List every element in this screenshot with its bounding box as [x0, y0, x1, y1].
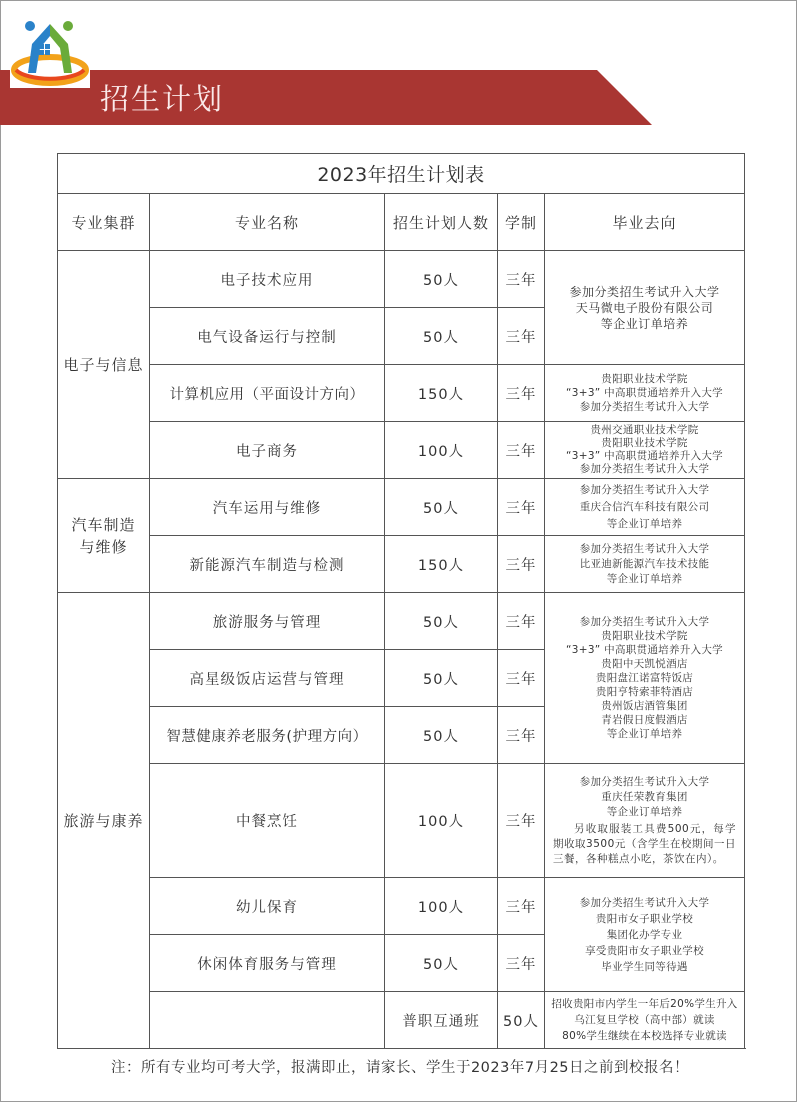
major-cell: 智慧健康养老服务(护理方向）	[150, 707, 385, 764]
major-cell: 幼儿保育	[150, 878, 385, 935]
fee-note: 另收取服装工具费500元，每学期收取3500元（含学生在校期间一日三餐，各种糕点小吃，茶饮在内）。	[553, 822, 736, 865]
duration-cell: 三年	[498, 935, 545, 992]
quota-cell: 150人	[385, 365, 498, 422]
destination-cell: 贵州交通职业技术学院 贵阳职业技术学院 “3+3” 中高职贯通培养升入大学 参加分类招生考试升入大学	[545, 422, 745, 479]
duration-cell: 三年	[498, 479, 545, 536]
quota-cell: 50人	[385, 251, 498, 308]
quota-cell: 100人	[385, 422, 498, 479]
duration-cell: 三年	[498, 308, 545, 365]
duration-cell: 三年	[498, 251, 545, 308]
quota-cell: 50人	[498, 992, 545, 1049]
major-cell: 高星级饭店运营与管理	[150, 650, 385, 707]
header-cluster: 专业集群	[58, 194, 150, 251]
table-row	[58, 422, 745, 479]
table-row	[58, 764, 745, 878]
table-row	[58, 251, 745, 308]
destination-cell: 参加分类招生考试升入大学 重庆合信汽车科技有限公司 等企业订单培养	[545, 479, 745, 536]
duration-cell: 三年	[498, 536, 545, 593]
school-logo	[10, 18, 90, 88]
duration-cell: 三年	[498, 593, 545, 650]
table-row	[58, 593, 745, 650]
quota-cell: 50人	[385, 935, 498, 992]
section-title: 招生计划	[100, 82, 225, 116]
major-cell: 休闲体育服务与管理	[150, 935, 385, 992]
quota-cell: 150人	[385, 536, 498, 593]
destination-cell: 参加分类招生考试升入大学 比亚迪新能源汽车技术技能 等企业订单培养	[545, 536, 745, 593]
major-cell: 中餐烹饪	[150, 764, 385, 878]
cluster-cell: 电子与信息	[58, 251, 150, 479]
quota-cell: 50人	[385, 479, 498, 536]
major-cell: 电子商务	[150, 422, 385, 479]
quota-cell: 100人	[385, 764, 498, 878]
duration-cell: 三年	[498, 707, 545, 764]
duration-cell: 三年	[498, 365, 545, 422]
header-duration: 学制	[498, 194, 545, 251]
header-destination: 毕业去向	[545, 194, 745, 251]
duration-cell: 三年	[498, 878, 545, 935]
major-cell: 电子技术应用	[150, 251, 385, 308]
cluster-cell: 汽车制造 与维修	[58, 479, 150, 593]
major-cell: 普职互通班	[385, 992, 498, 1049]
destination-cell: 贵阳职业技术学院 “3+3” 中高职贯通培养升入大学 参加分类招生考试升入大学	[545, 365, 745, 422]
house-people-logo-icon	[10, 18, 90, 88]
destination-cell: 参加分类招生考试升入大学 贵阳职业技术学院 “3+3” 中高职贯通培养升入大学 贵阳中天凯悦酒店 贵阳盘江诺富特饭店 贵阳亨特索菲特酒店 贵州饭店酒管集团 青岩假日度假酒店 等企业订单培养	[545, 593, 745, 764]
quota-cell: 50人	[385, 707, 498, 764]
cluster-cell: 旅游与康养	[58, 593, 150, 1049]
quota-cell: 100人	[385, 878, 498, 935]
table-row	[58, 992, 745, 1049]
destination-cell: 招收贵阳市内学生一年后20%学生升入 乌江复旦学校（高中部）就读 80%学生继续在本校选择专业就读	[545, 992, 745, 1049]
table-row	[58, 536, 745, 593]
major-cell: 新能源汽车制造与检测	[150, 536, 385, 593]
duration-cell: 三年	[498, 764, 545, 878]
quota-cell: 50人	[385, 593, 498, 650]
enrollment-plan-table	[57, 153, 745, 1049]
table-title: 2023年招生计划表	[58, 154, 745, 194]
section-banner	[0, 70, 652, 125]
major-cell: 旅游服务与管理	[150, 593, 385, 650]
header-major: 专业名称	[150, 194, 385, 251]
footer-note: 注：所有专业均可考大学，报满即止，请家长、学生于2023年7月25日之前到校报名！	[110, 1060, 690, 1076]
cluster-cell	[150, 992, 385, 1049]
quota-cell: 50人	[385, 308, 498, 365]
major-cell: 计算机应用（平面设计方向）	[150, 365, 385, 422]
table-title-row	[58, 154, 745, 194]
destination-cell: 参加分类招生考试升入大学 重庆任荣教育集团 等企业订单培养 另收取服装工具费500元，每学期收取3500元（含学生在校期间一日三餐，各种糕点小吃，茶饮在内）。	[545, 764, 745, 878]
major-cell: 电气设备运行与控制	[150, 308, 385, 365]
destination-cell: 参加分类招生考试升入大学 贵阳市女子职业学校 集团化办学专业 享受贵阳市女子职业学校 毕业学生同等待遇	[545, 878, 745, 992]
major-cell: 汽车运用与维修	[150, 479, 385, 536]
duration-cell: 三年	[498, 650, 545, 707]
destination-cell: 参加分类招生考试升入大学 天马微电子股份有限公司 等企业订单培养	[545, 251, 745, 365]
header-quota: 招生计划人数	[385, 194, 498, 251]
quota-cell: 50人	[385, 650, 498, 707]
table-row	[58, 878, 745, 935]
table-row	[58, 365, 745, 422]
table-header-row	[58, 194, 745, 251]
table-row	[58, 479, 745, 536]
duration-cell: 三年	[498, 422, 545, 479]
